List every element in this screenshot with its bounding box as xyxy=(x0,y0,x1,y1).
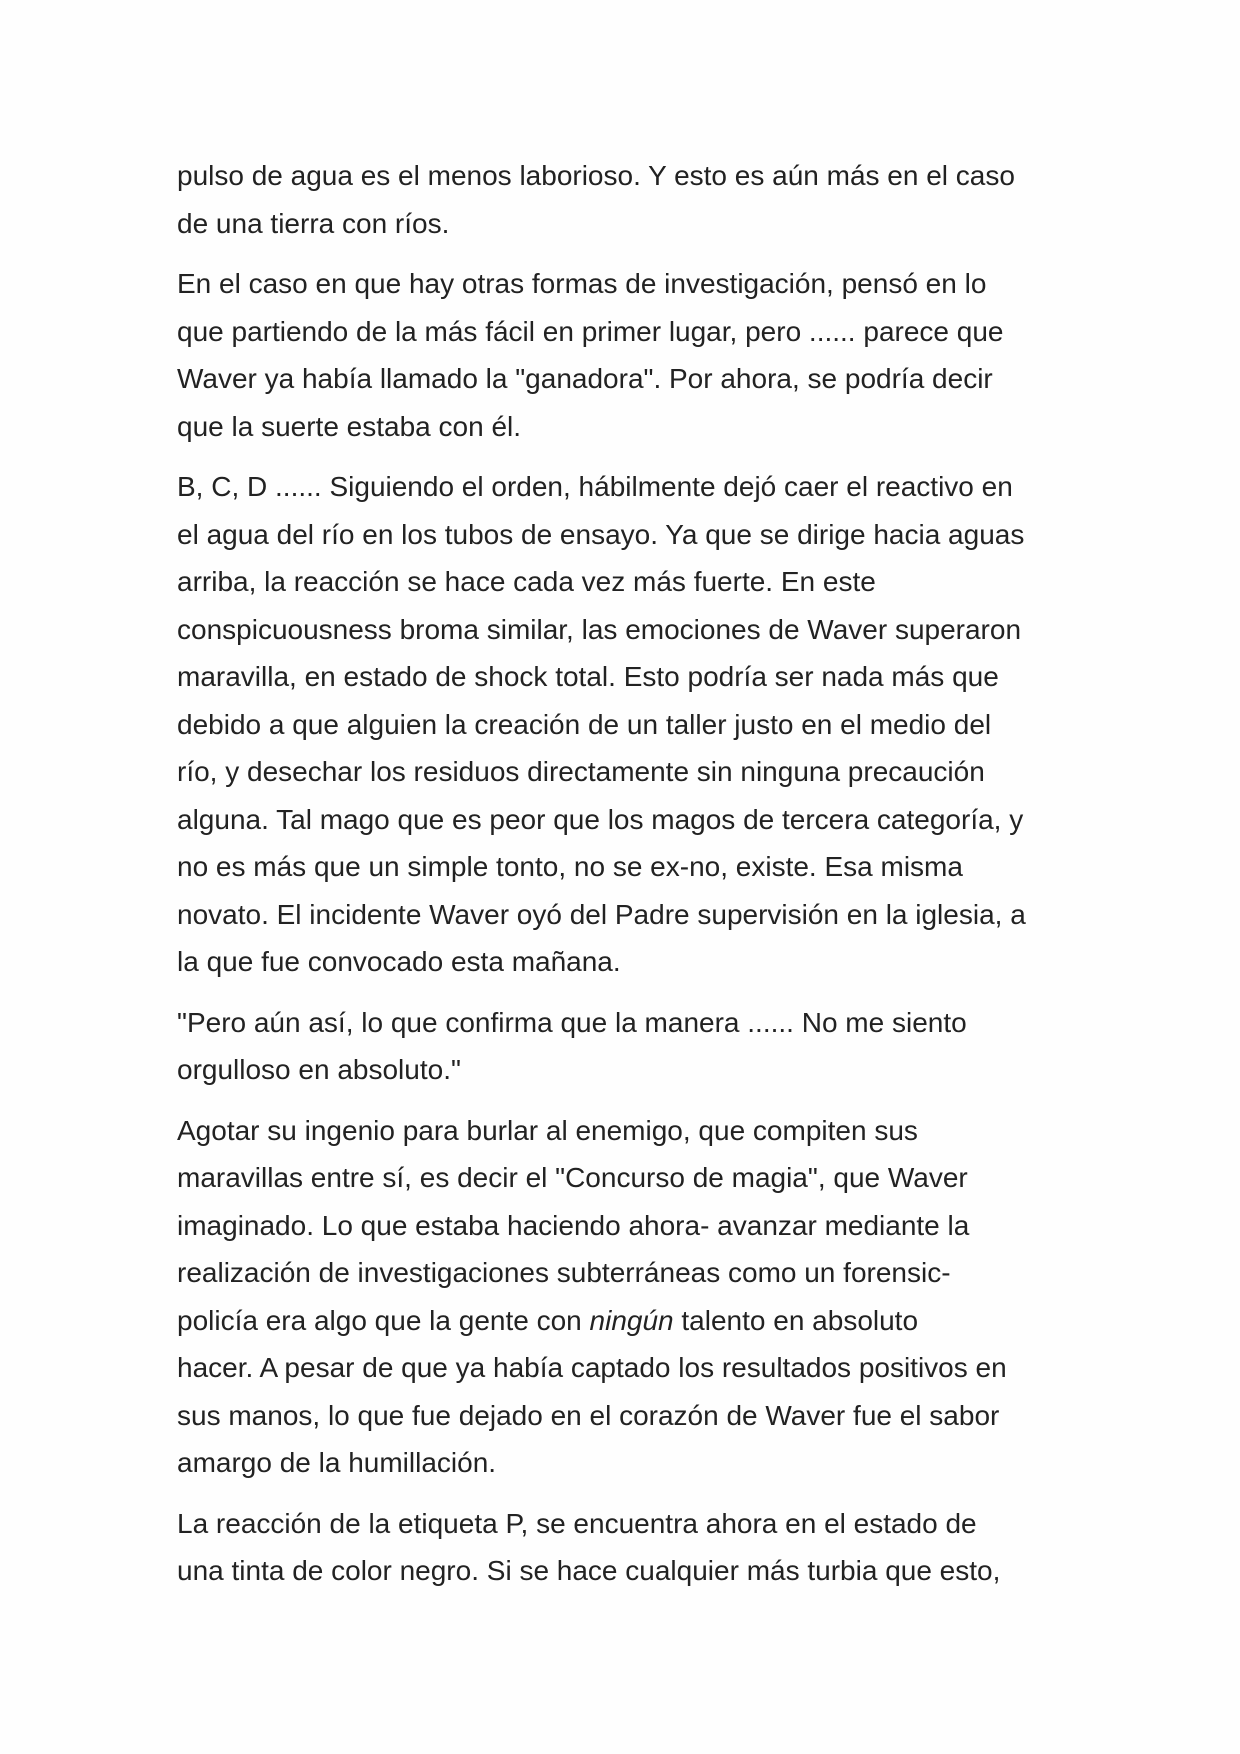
text-line-segment: policía era algo que la gente con xyxy=(177,1304,590,1336)
text-line: la que fue convocado esta mañana. xyxy=(177,946,621,977)
text-line: hacer. A pesar de que ya había captado los resultados positivos en xyxy=(177,1352,1007,1383)
text-line: de una tierra con ríos. xyxy=(177,207,450,239)
text-line: realización de investigaciones subterráneas como un forensic- xyxy=(177,1257,951,1288)
text-line: novato. El incidente Waver oyó del Padre supervisión en la iglesia, a xyxy=(177,898,1026,930)
text-line: una tinta de color negro. Si se hace cualquier más turbia que esto, xyxy=(177,1555,1001,1586)
text-line: Agotar su ingenio para burlar al enemigo, que compiten sus xyxy=(177,1114,918,1146)
paragraph-3 xyxy=(177,463,1077,986)
text-line: "Pero aún así, lo que confirma que la manera ...... No me siento xyxy=(177,1006,967,1038)
body-text xyxy=(177,152,1077,1608)
text-line: En el caso en que hay otras formas de investigación, pensó en lo xyxy=(177,268,987,299)
text-line: que partiendo de la más fácil en primer lugar, pero ...... parece que xyxy=(177,315,1004,347)
text-line: amargo de la humillación. xyxy=(177,1447,497,1478)
italic-word: ningún xyxy=(589,1304,674,1336)
text-line: pulso de agua es el menos laborioso. Y esto es aún más en el caso xyxy=(177,160,1015,191)
text-line: debido a que alguien la creación de un taller justo en el medio del xyxy=(177,708,992,740)
text-line: que la suerte estaba con él. xyxy=(177,410,522,442)
paragraph-6 xyxy=(177,1500,1077,1595)
text-line: el agua del río en los tubos de ensayo. Ya que se dirige hacia aguas xyxy=(177,518,1025,550)
text-line-segment: talento en absoluto xyxy=(673,1304,919,1336)
text-line: imaginado. Lo que estaba haciendo ahora- avanzar mediante la xyxy=(177,1209,970,1241)
text-line: río, y desechar los residuos directamente sin ninguna precaución xyxy=(177,756,985,787)
paragraph-2 xyxy=(177,260,1077,450)
text-line: no es más que un simple tonto, no se ex-no, existe. Esa misma xyxy=(177,851,963,882)
text-line: orgulloso en absoluto." xyxy=(177,1054,461,1085)
text-line: B, C, D ...... Siguiendo el orden, hábilmente dejó caer el reactivo en xyxy=(177,471,1013,502)
text-line: Waver ya había llamado la "ganadora". Por ahora, se podría decir xyxy=(177,363,993,394)
paragraph-4 xyxy=(177,999,1077,1094)
text-line: alguna. Tal mago que es peor que los magos de tercera categoría, y xyxy=(177,803,1024,835)
paragraph-5 xyxy=(177,1107,1077,1487)
text-line: conspicuousness broma similar, las emociones de Waver superaron xyxy=(177,613,1022,645)
text-line: maravilla, en estado de shock total. Esto podría ser nada más que xyxy=(177,661,999,692)
text-line: sus manos, lo que fue dejado en el corazón de Waver fue el sabor xyxy=(177,1399,1000,1431)
text-line: La reacción de la etiqueta P, se encuentra ahora en el estado de xyxy=(177,1507,977,1539)
text-line: maravillas entre sí, es decir el "Concurso de magia", que Waver xyxy=(177,1162,968,1193)
paragraph-1 xyxy=(177,152,1077,247)
text-line: arriba, la reacción se hace cada vez más fuerte. En este xyxy=(177,566,876,597)
